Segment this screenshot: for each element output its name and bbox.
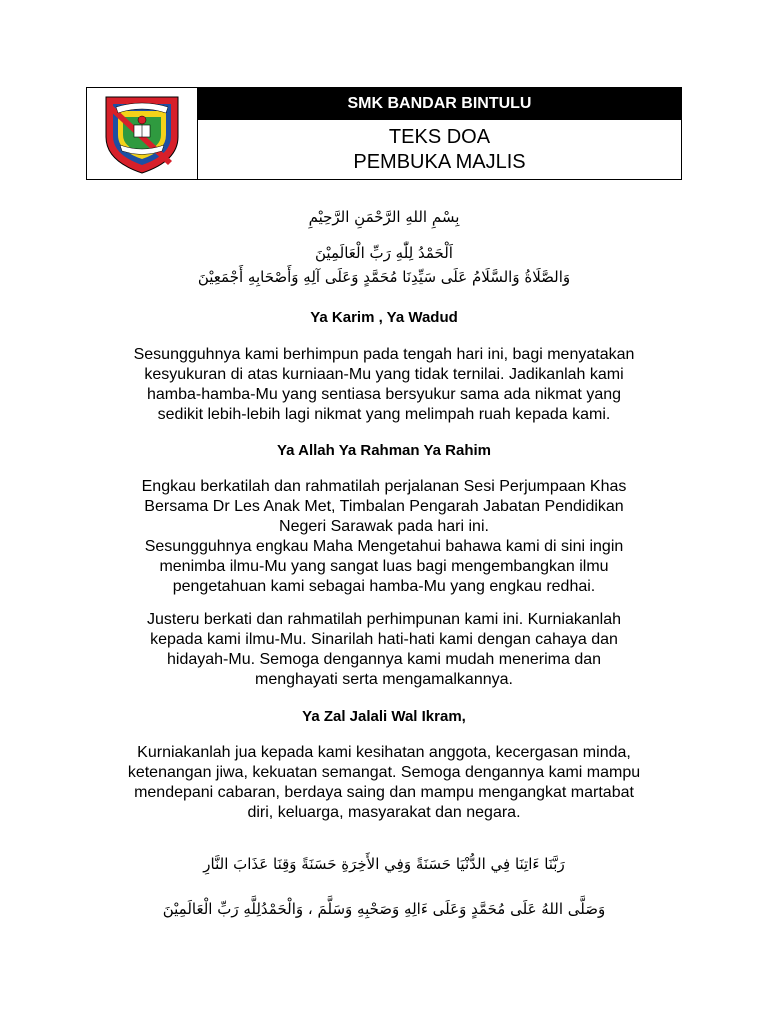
section-heading-ya-zal-jalali: Ya Zal Jalali Wal Ikram, — [302, 708, 466, 725]
title-cell — [198, 88, 681, 179]
paragraph-line: ketenangan jiwa, kekuatan semangat. Semoga dengannya kami mampu — [127, 764, 641, 781]
paragraph-line: Justeru berkati dan rahmatilah perhimpunan kami ini. Kurniakanlah — [146, 611, 622, 628]
paragraph-4 — [84, 743, 684, 823]
paragraph-line: Engkau berkatilah dan rahmatilah perjalanan Sesi Perjumpaan Khas — [141, 478, 627, 495]
paragraph-line: hidayah-Mu. Semoga dengannya kami mudah menerima dan — [166, 651, 602, 668]
paragraph-line: mendepani cabaran, berdaya saing dan mampu mengangkat martabat — [134, 784, 634, 801]
arabic-hamdalah: اَلْحَمْدُ لِلّٰهِ رَبِّ الْعَالَمِيْنَ — [315, 244, 453, 262]
paragraph-1 — [84, 345, 684, 425]
paragraph-line: kesyukuran di atas kurniaan-Mu yang tidak ternilai. Jadikanlah kami — [144, 366, 624, 383]
arabic-basmalah: بِسْمِ اللهِ الرَّحْمَنِ الرَّحِيْمِ — [308, 208, 460, 226]
document-title-line-2: PEMBUKA MAJLIS — [353, 150, 526, 173]
document-title — [198, 120, 681, 179]
section-heading-ya-allah: Ya Allah Ya Rahman Ya Rahim — [277, 442, 491, 459]
school-name: SMK BANDAR BINTULU — [198, 88, 681, 120]
paragraph-line: menimba ilmu-Mu yang sangat luas bagi mengembangkan ilmu — [159, 558, 609, 575]
paragraph-line: Bersama Dr Les Anak Met, Timbalan Pengarah Jabatan Pendidikan — [144, 498, 624, 515]
section-heading-ya-karim: Ya Karim , Ya Wadud — [310, 309, 458, 326]
arabic-rabbana: رَبَّنَا ءَاتِنَا فِي الدُّنْيَا حَسَنَةً وَفِي الأَخِرَةِ حَسَنَةً وَقِنَا عَذَابَ النَّارِ — [203, 855, 565, 873]
paragraph-line: Negeri Sarawak pada hari ini. — [279, 518, 489, 535]
arabic-closing-salawat: وَصَلَّى اللهُ عَلَى مُحَمَّدٍ وَعَلَى ءَالِهِ وَصَحْبِهِ وَسَلَّمَ ، وَالْحَمْدُلِلَّهِ رَبِّ الْعَالَمِيْنَ — [162, 900, 606, 918]
paragraph-3 — [84, 610, 684, 690]
paragraph-line: diri, keluarga, masyarakat dan negara. — [247, 804, 521, 821]
paragraph-line: menghayati serta mengamalkannya. — [255, 671, 513, 688]
document-title-line-1: TEKS DOA — [388, 125, 491, 148]
paragraph-line: Kurniakanlah jua kepada kami kesihatan anggota, kecergasan minda, — [137, 744, 631, 761]
paragraph-line: Sesungguhnya engkau Maha Mengetahui bahawa kami di sini ingin — [144, 538, 624, 555]
header-table — [86, 87, 682, 180]
school-crest-icon — [100, 91, 184, 177]
paragraph-line: kepada kami ilmu-Mu. Sinarilah hati-hati kami dengan cahaya dan — [150, 631, 618, 648]
paragraph-line: pengetahuan kami sebagai hamba-Mu yang engkau redhai. — [172, 578, 596, 595]
paragraph-2 — [84, 477, 684, 597]
logo-cell — [87, 88, 198, 179]
paragraph-line: hamba-hamba-Mu yang sentiasa bersyukur sama ada nikmat yang — [146, 386, 622, 403]
arabic-salawat: وَالصَّلَاةُ وَالسَّلَامُ عَلَى سَيِّدِنَا مُحَمَّدٍ وَعَلَى آلِهِ وَأَصْحَابِهِ أَجْمَعِيْنَ — [197, 268, 571, 286]
paragraph-line: Sesungguhnya kami berhimpun pada tengah hari ini, bagi menyatakan — [133, 346, 635, 363]
paragraph-line: sedikit lebih-lebih lagi nikmat yang melimpah ruah kepada kami. — [157, 406, 611, 423]
